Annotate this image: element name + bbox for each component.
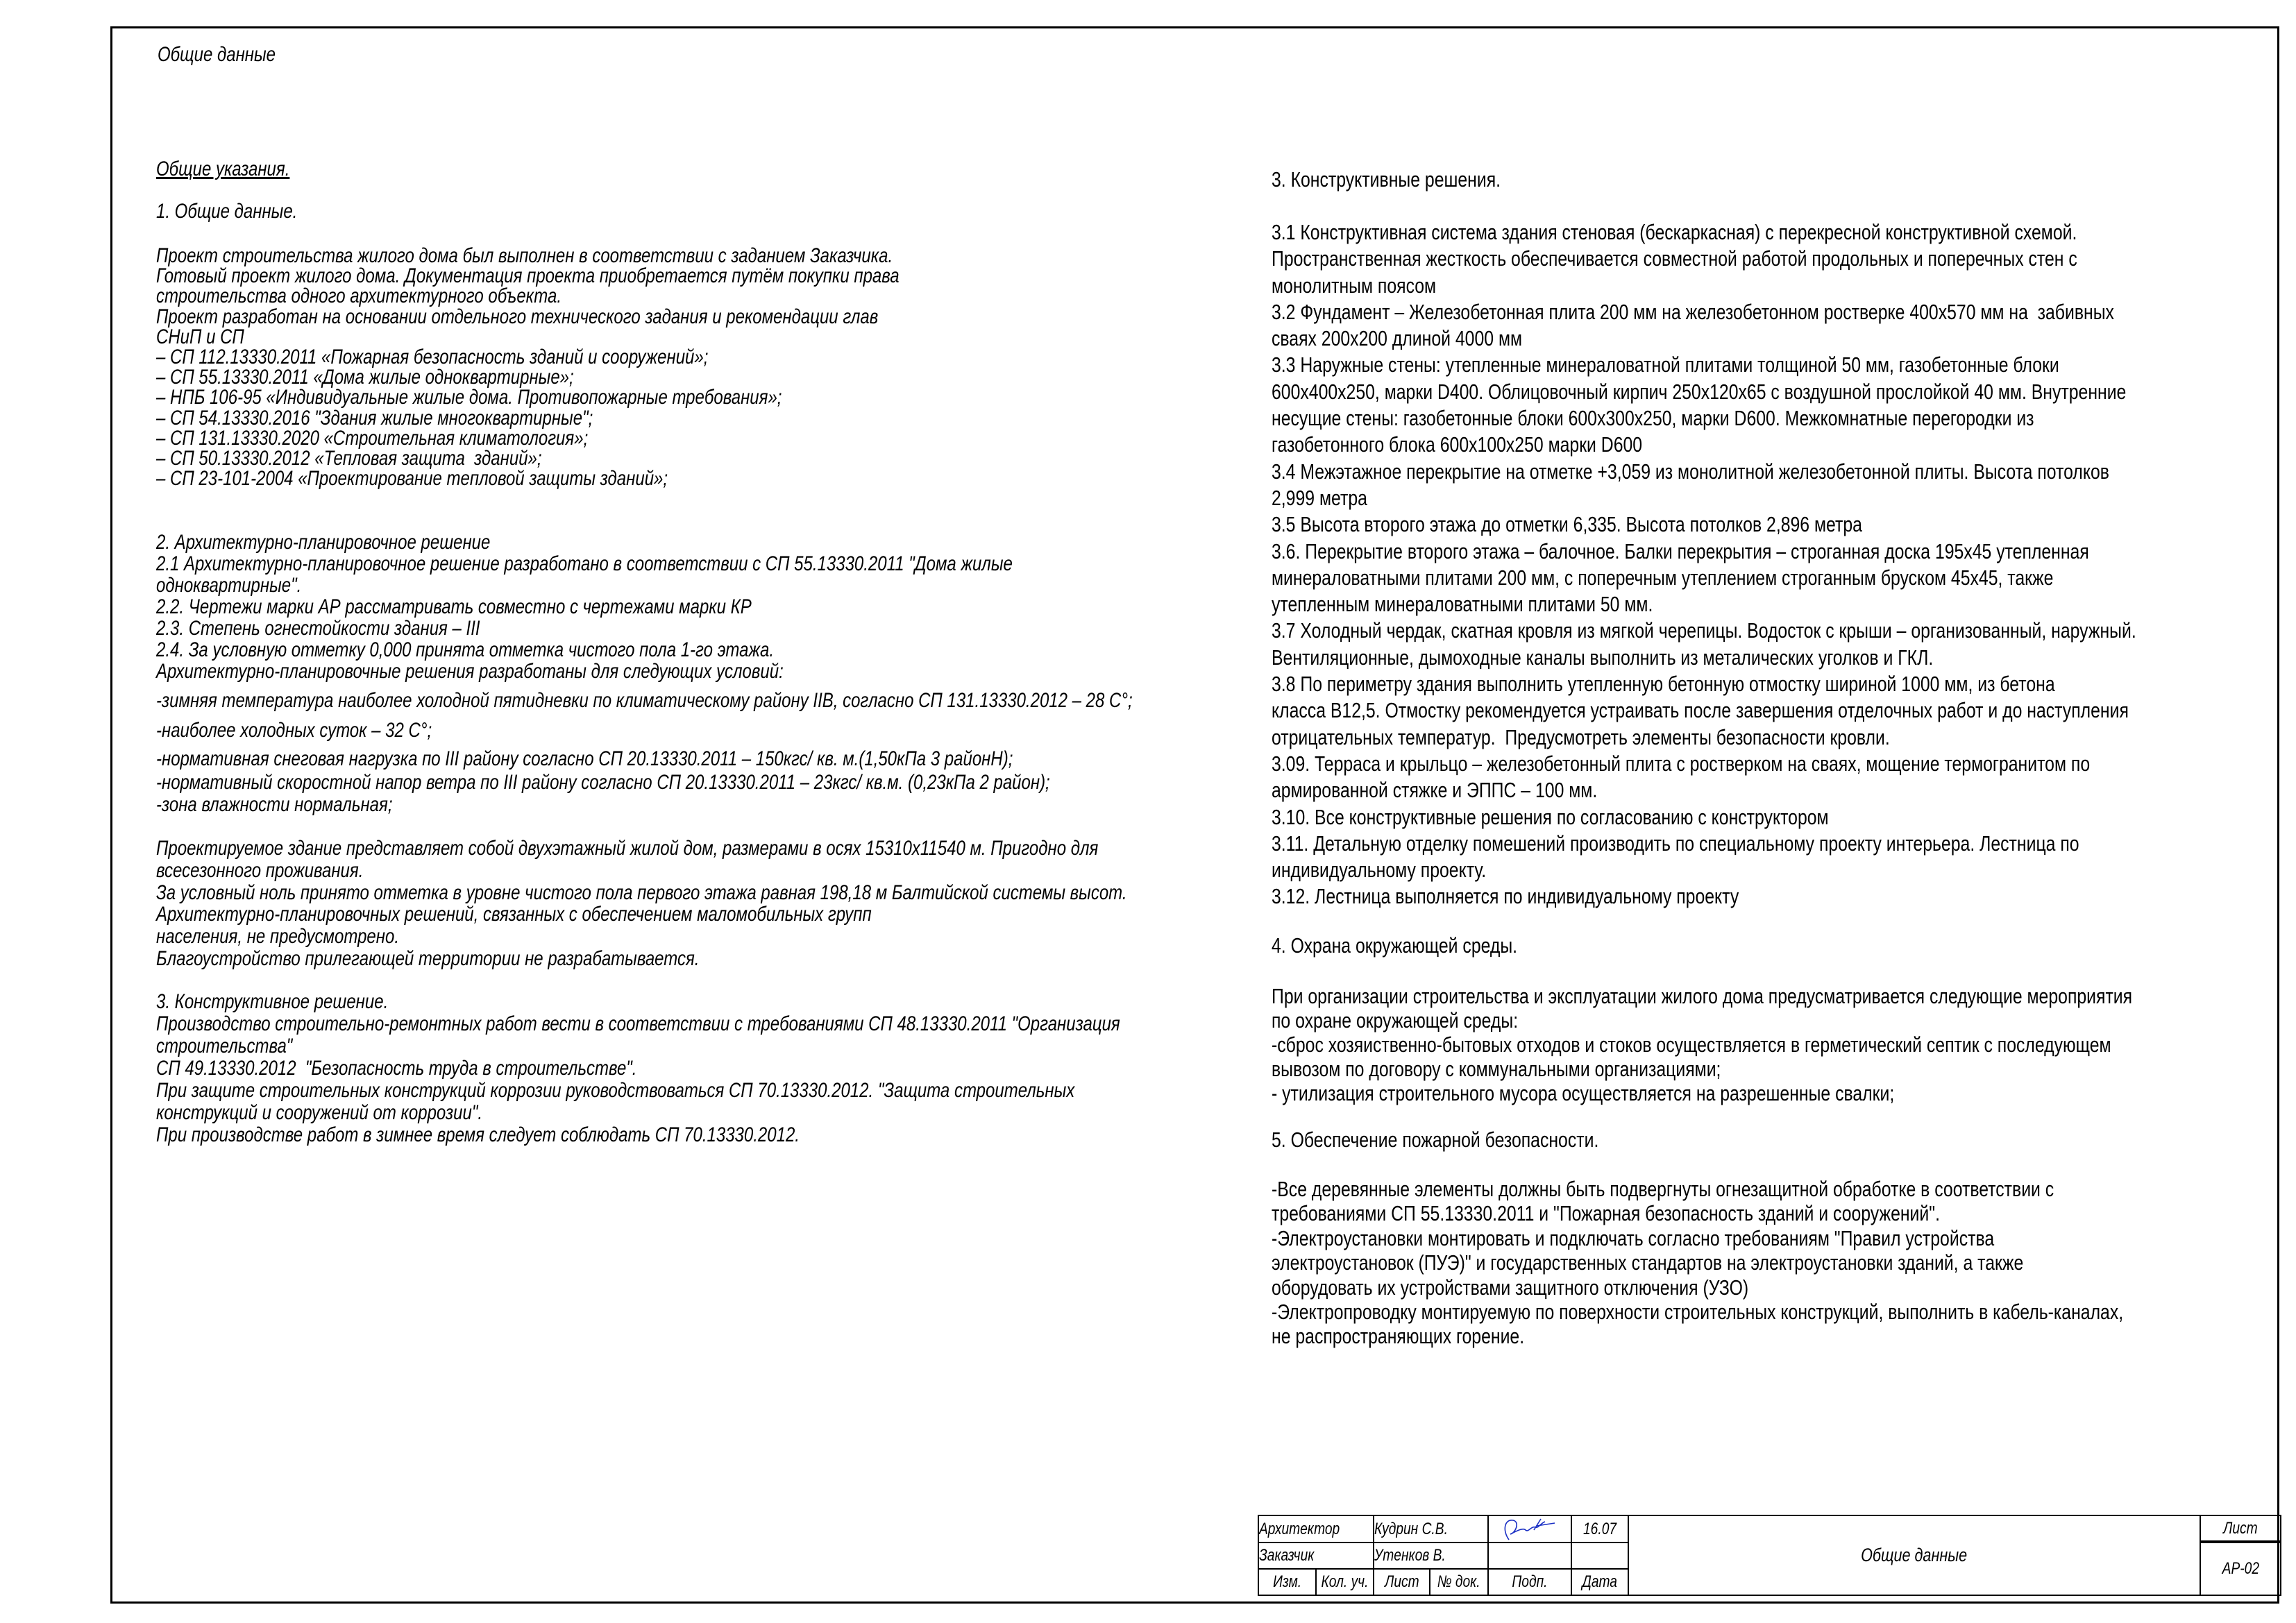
customer-name: Утенков В. (1373, 1542, 1489, 1570)
col-list: Лист (1373, 1568, 1430, 1596)
header-title: Общие данные (158, 43, 276, 66)
architect-name: Кудрин С.В. (1373, 1515, 1489, 1543)
section2-text: 2. Архитектурно-планировочное решение 2.1 Архитектурно-планировочное решение разработано в соответствии с СП 55.13330.2011 "Дома жилые одноквартирные". 2.2. Чертежи марки АР рассматривать совместно с чертежами марки КР 2.3. Степень огнестойкости здания – III 2.4. За условную отметку 0,000 принята отметка чистого пола 1-го этажа. Архитектурно-планировочные решения разработаны для следующих условий: (156, 531, 1013, 683)
sheet-label: Лист (2200, 1515, 2281, 1543)
role-architect: Архитектор (1258, 1515, 1374, 1543)
customer-signature (1487, 1542, 1572, 1570)
col-date: Дата (1571, 1568, 1629, 1596)
building-description: Проектируемое здание представляет собой двухэтажный жилой дом, размерами в осях 15310х11540 м. Пригодно для всесезонного проживания. За условный ноль принято отметка в уровне чистого пола первого этажа равная 198,18 м Балтийской системы высот. Архитектурно-планировочных решений, связанных с обеспечением маломобильных групп населения, не предусмотрено. Благоустройство прилегающей территории не разрабатывается. (156, 837, 1127, 970)
condition-winter-temp: -зимняя температура наиболее холодной пятидневки по климатическому району IIВ, согласно СП 131.13330.2012 – 28 С°; (156, 689, 1133, 712)
architect-date: 16.07 (1571, 1515, 1629, 1543)
title-block (1258, 1515, 2281, 1604)
condition-wind: -нормативный скоростной напор ветра по III району согласно СП 20.13330.2011 – 23кгс/ кв.м. (0,23кПа 2 район); (156, 771, 1050, 794)
structural-solutions-text: 3.1 Конструктивная система здания стеновая (бескаркасная) с перекресной конструктивной схемой. Пространственная жесткость обеспечивается совместной работой продольных и поперечных стен с монолитным поясом 3.2 Фундамент – Железобетонная плита 200 мм на железобетонном ростверке 400х570 мм на забивных сваях 200х200 длиной 4000 мм 3.3 Наружные стены: утепленные минераловатной плитами толщиной 50 мм, газобетонные блоки 600х400х250, марки D400. Облицовочный кирпич 250х120х65 с воздушной прослойкой 40 мм. Внутренние несущие стены: газобетонные блоки 600х300х250, марки D600. Межкомнатные перегородки из газобетонного блока 600х100х250 марки D600 3.4 Межэтажное перекрытие на отметке +3,059 из монолитной железобетонной плиты. Высота потолков 2,999 метра 3.5 Высота второго этажа до отметки 6,335. Высота потолков 2,896 метра 3.6. Перекрытие второго этажа – балочное. Балки перекрытия – строганная доска 195х45 утепленная минераловатными плитами 200 мм, с поперечным утеплением строганным бруском 45х45, также утепленным минераловатными плитами 50 мм. 3.7 Холодный чердак, скатная кровля из мягкой черепицы. Водосток с крыши – организованный, наружный. Вентиляционные, дымоходные каналы выполнить из металических уголков и ГКЛ. 3.8 По периметру здания выполнить утепленную бетонную отмостку шириной 1000 мм, из бетона класса В12,5. Отмостку рекомендуется устраивать после завершения отделочных работ и до наступления отрицательных температур. Предусмотреть элементы безопасности кровли. 3.09. Терраса и крыльцо – железобетонный плита с ростверком на сваях, мощение термогранитом по армированной стяжке и ЭППС – 100 мм. 3.10. Все конструктивные решения по согласованию с конструктором 3.11. Детальную отделку помешений производить по специальному проекту интерьера. Лестница по индивидуальному проекту. 3.12. Лестница выполняется по индивидуальному проекту (1272, 220, 2136, 909)
fire-safety-title: 5. Обеспечение пожарной безопасности. (1272, 1128, 1599, 1152)
fire-safety-text: -Все деревянные элементы должны быть подвергнуты огнезащитной обработке в соответствии с требованиями СП 55.13330.2011 и "Пожарная безопасность зданий и сооружений". -Электроустановки монтировать и подключать согласно требованиям "Правил устройства электроустановок (ПУЭ)" и государственных стандартов на электроустановки зданий, а также оборудовать их устройствами защитного отключения (УЗО) -Электропроводку монтируемую по поверхности строительных конструкций, выполнить в кабель-каналах, не распространяющих горение. (1272, 1177, 2124, 1349)
structural-solutions-title: 3. Конструктивные решения. (1272, 167, 1501, 192)
sheet-number: АР-02 (2200, 1542, 2281, 1596)
signature-icon (1495, 1516, 1564, 1543)
section3-construction-text: 3. Конструктивное решение. Производство строительно-ремонтных работ вести в соответствии с требованиями СП 48.13330.2011 "Организация строительства" СП 49.13330.2012 "Безопасность труда в строительстве". При защите строительных конструкций коррозии руководствоваться СП 70.13330.2012. "Защита строительных конструкций и сооружений от коррозии". При производстве работ в зимнее время следует соблюдать СП 70.13330.2012. (156, 990, 1120, 1146)
customer-date (1571, 1542, 1629, 1570)
col-signature: Подп. (1487, 1568, 1572, 1596)
section1-title: 1. Общие данные. (156, 200, 298, 223)
general-instructions-heading: Общие указания. (156, 158, 290, 180)
condition-snow-load: -нормативная снеговая нагрузка по III району согласно СП 20.13330.2011 – 150кгс/ кв. м.(1,50кПа 3 районН); (156, 747, 1013, 770)
col-doc-number: № док. (1429, 1568, 1489, 1596)
col-kol-uch: Кол. уч. (1315, 1568, 1374, 1596)
environment-title: 4. Охрана окружающей среды. (1272, 933, 1518, 958)
sheet-title: Общие данные (1628, 1515, 2201, 1596)
col-izm: Изм. (1258, 1568, 1317, 1596)
role-customer: Заказчик (1258, 1542, 1374, 1570)
architect-signature (1487, 1515, 1572, 1543)
condition-coldest-day: -наиболее холодных суток – 32 С°; (156, 719, 432, 742)
environment-text: При организации строительства и эксплуатации жилого дома предусматривается следующие мероприятия по охране окружающей среды: -сброс хозяиственно-бытовых отходов и стоков осуществляется в герметический септик с последующем вывозом по договору с коммунальными организациями; - утилизация строительного мусора осуществляется на разрешенные свалки; (1272, 984, 2133, 1105)
section1-text: Проект строительства жилого дома был выполнен в соответствии с заданием Заказчика. Готовый проект жилого дома. Документация проекта приобретается путём покупки права строительства одного архитектурного объекта. Проект разработан на основании отдельного технического задания и рекомендации глав СНиП и СП – СП 112.13330.2011 «Пожарная безопасность зданий и сооружений»; – СП 55.13330.2011 «Дома жилые одноквартирные»; – НПБ 106-95 «Индивидуальные жилые дома. Противопожарные требования»; – СП 54.13330.2016 "Здания жилые многоквартирные"; – СП 131.13330.2020 «Строительная климатология»; – СП 50.13330.2012 «Тепловая защита зданий»; – СП 23-101-2004 «Проектирование тепловой защиты зданий»; (156, 244, 900, 491)
condition-humidity: -зона влажности нормальная; (156, 793, 393, 816)
